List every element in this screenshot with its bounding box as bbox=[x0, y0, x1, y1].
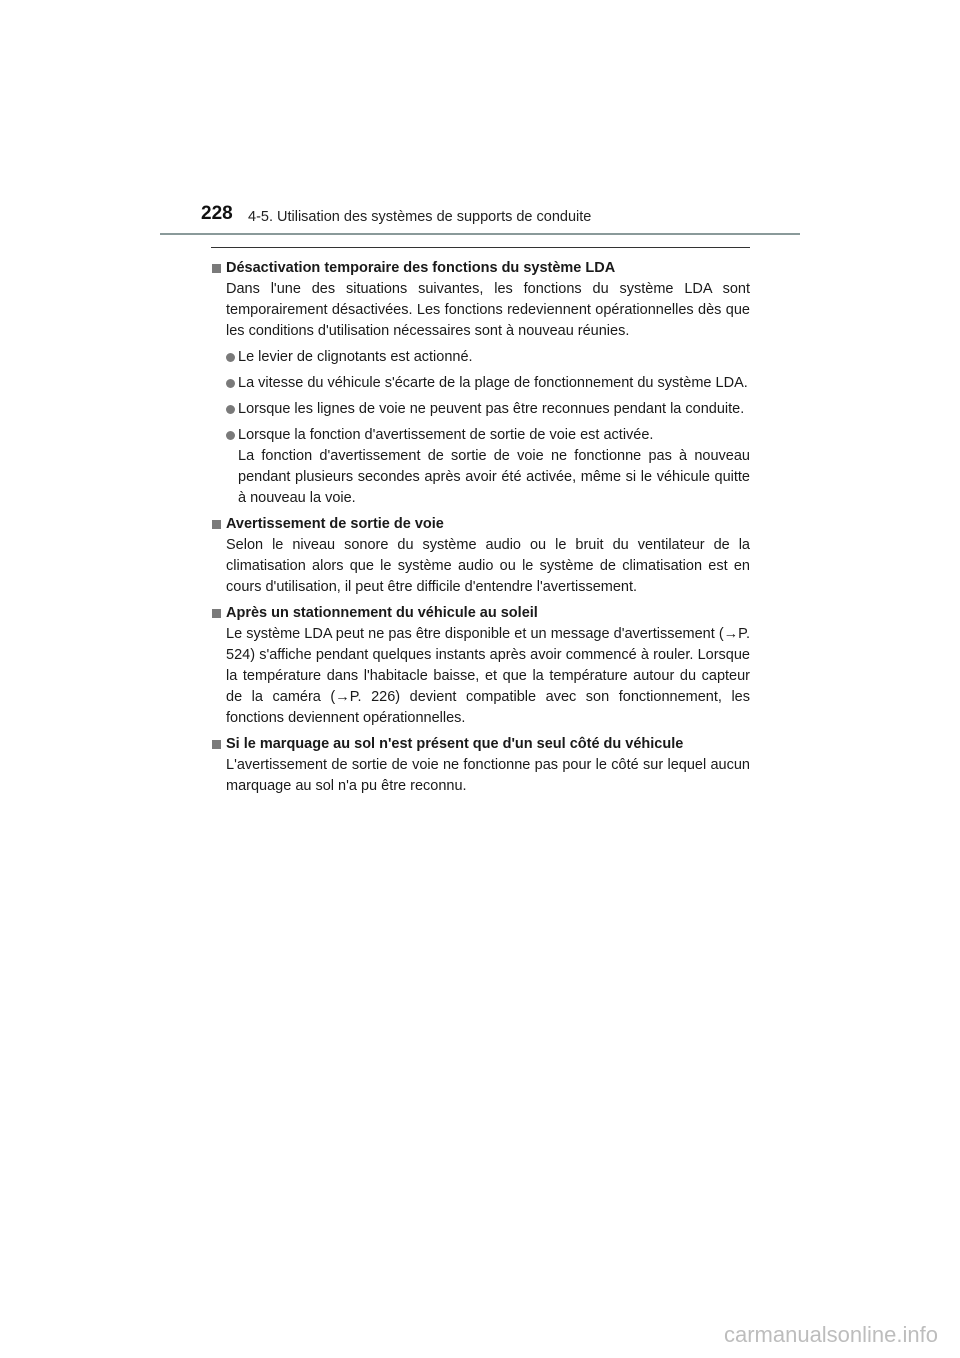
section-paragraph: L'avertissement de sortie de voie ne fonctionne pas pour le côté sur lequel aucun marquage au sol n'a pu être reconnu. bbox=[226, 757, 750, 794]
list-item: Le levier de clignotants est actionné. bbox=[211, 347, 750, 368]
page-number: 228 bbox=[201, 203, 233, 224]
watermark-text: carmanualsonline.info bbox=[723, 1322, 938, 1347]
section-one-side-marking bbox=[211, 734, 750, 797]
section-parked-in-sun bbox=[211, 603, 750, 729]
list-item: Lorsque les lignes de voie ne peuvent pas être reconnues pendant la conduite. bbox=[211, 399, 750, 420]
chapter-title: 4-5. Utilisation des systèmes de supports de conduite bbox=[248, 209, 592, 225]
section-heading: Désactivation temporaire des fonctions du système LDA bbox=[211, 258, 750, 279]
round-bullet-icon bbox=[226, 353, 235, 362]
section-heading: Après un stationnement du véhicule au soleil bbox=[211, 603, 750, 624]
round-bullet-icon bbox=[226, 405, 235, 414]
section-heading: Avertissement de sortie de voie bbox=[211, 514, 750, 535]
list-item-subtext: La fonction d'avertissement de sortie de voie ne fonctionne pas à nouveau pendant plusieurs secondes après avoir été activée, même si le véhicule quitte à nouveau la voie. bbox=[238, 448, 750, 506]
header-rule bbox=[160, 233, 800, 235]
section-heading: Si le marquage au sol n'est présent que d'un seul côté du véhicule bbox=[211, 734, 750, 755]
section-paragraph: Selon le niveau sonore du système audio ou le bruit du ventilateur de la climatisation alors que le système audio ou le système de climatisation est en cours d'utilisation, il peut être difficile d'entendre l'avertissement. bbox=[226, 537, 750, 595]
square-bullet-icon bbox=[212, 609, 221, 618]
page-content bbox=[211, 258, 750, 797]
list-item: La vitesse du véhicule s'écarte de la plage de fonctionnement du système LDA. bbox=[211, 373, 750, 394]
section-paragraph: Dans l'une des situations suivantes, les fonctions du système LDA sont temporairement désactivées. Les fonctions redeviennent opérationnelles dès que les conditions d'utilisation nécessaires sont à nouveau réunies. bbox=[226, 281, 750, 339]
section-paragraph: Le système LDA peut ne pas être disponible et un message d'avertissement (→P. 524) s'affiche pendant quelques instants après avoir commencé à rouler. Lorsque la température dans l'habitacle baisse, et que la température autour du capteur de la caméra (→P. 226) devient compatible avec son fonctionnement, les fonctions deviennent opérationnelles. bbox=[226, 626, 750, 726]
square-bullet-icon bbox=[212, 264, 221, 273]
square-bullet-icon bbox=[212, 520, 221, 529]
section-top-rule bbox=[211, 247, 750, 248]
section-lda-temporary-deactivation bbox=[211, 258, 750, 509]
round-bullet-icon bbox=[226, 379, 235, 388]
section-lane-departure-warning bbox=[211, 514, 750, 598]
round-bullet-icon bbox=[226, 431, 235, 440]
square-bullet-icon bbox=[212, 740, 221, 749]
list-item: Lorsque la fonction d'avertissement de sortie de voie est activée. La fonction d'avertissement de sortie de voie ne fonctionne pas à nouveau pendant plusieurs secondes après avoir été activée, même si le véhicule quitte à nouveau la voie. bbox=[211, 425, 750, 509]
